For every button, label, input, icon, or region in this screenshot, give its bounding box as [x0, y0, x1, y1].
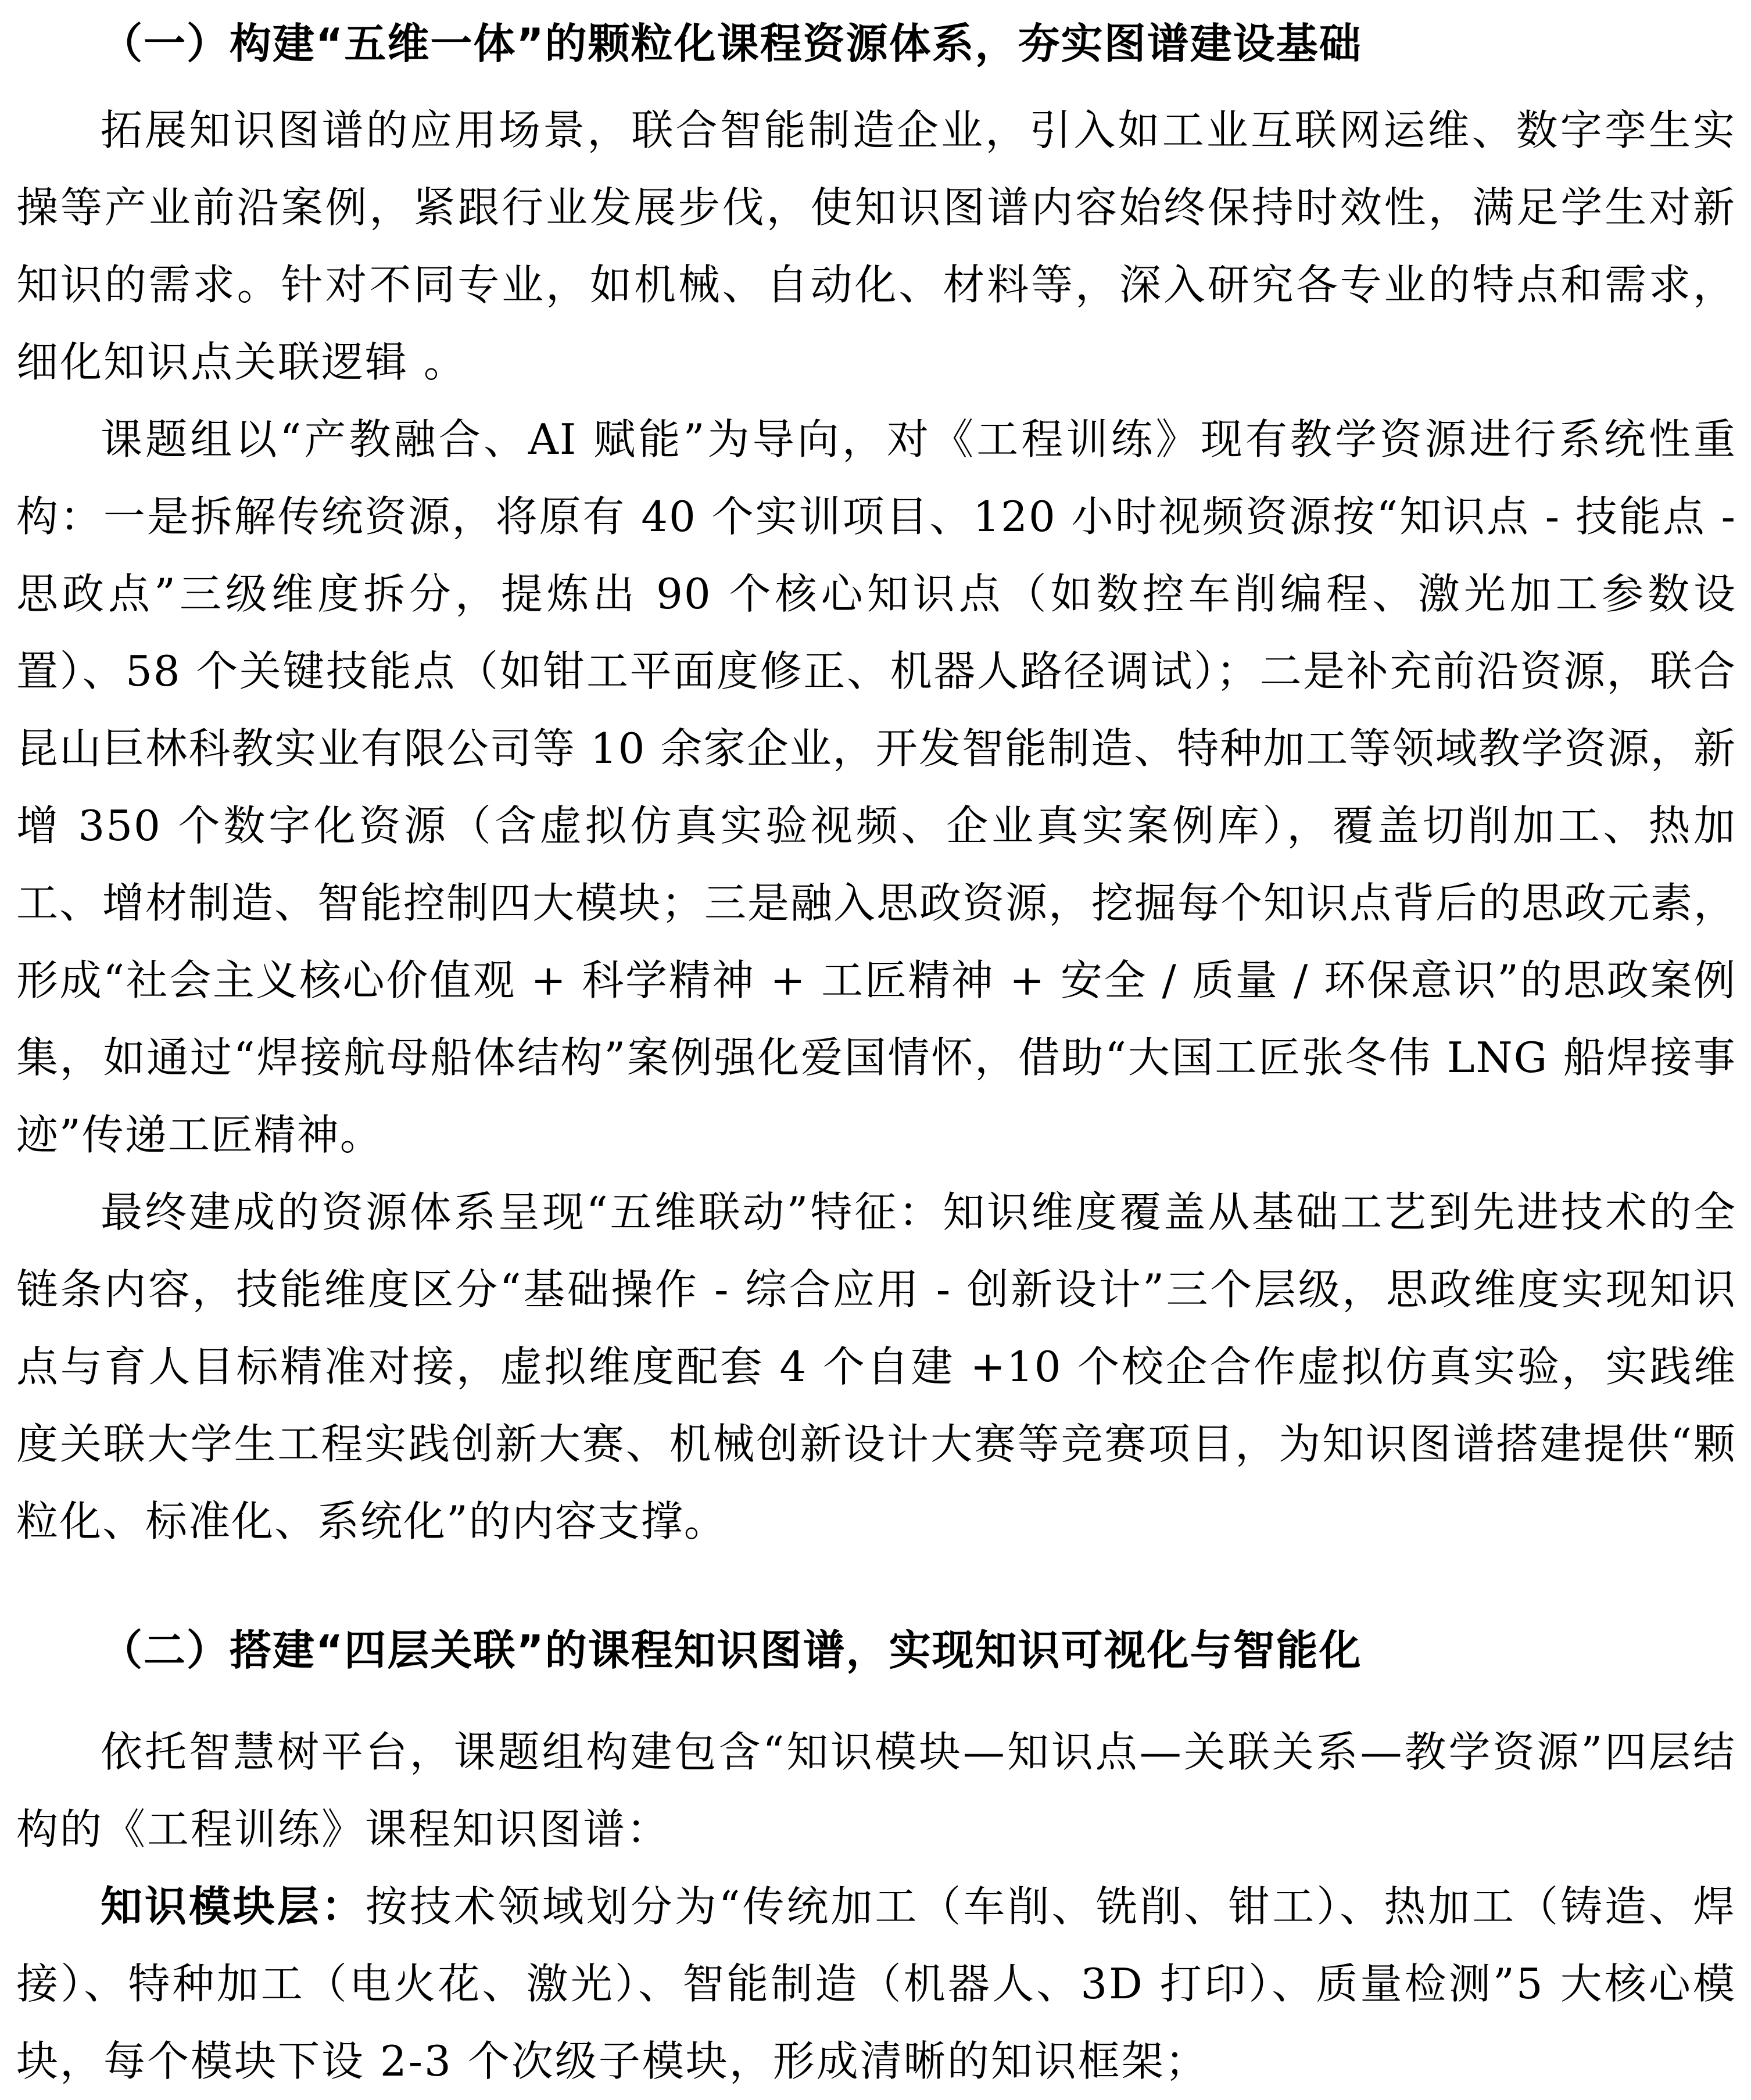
section-2-lead-text: 按技术领域划分为“传统加工（车削、铣削、钳工）、热加工（铸造、焊接）、特种加工（电火花、激光）、智能制造（机器人、3D 打印）、质量检测”5 大核心模块，每个模块下设 2-3 个次级子模块，形成清晰的知识框架；	[16, 1882, 1736, 2085]
section-2-lead-paragraph	[16, 1868, 1736, 2100]
section-1-heading: （一）构建“五维一体”的颗粒化课程资源体系，夯实图谱建设基础	[101, 19, 1362, 68]
document-page	[16, 0, 1736, 2100]
section-1-paragraph-2: 课题组以“产教融合、AI 赋能”为导向，对《工程训练》现有教学资源进行系统性重构：一是拆解传统资源，将原有 40 个实训项目、120 小时视频资源按“知识点 - 技能点 - 思政点”三级维度拆分，提炼出 90 个核心知识点（如数控车削编程、激光加工参数设置）、58 个关键技能点（如钳工平面度修正、机器人路径调试）；二是补充前沿资源，联合昆山巨林科教实业有限公司等 10 余家企业，开发智能制造、特种加工等领域教学资源，新增 350 个数字化资源（含虚拟仿真实验视频、企业真实案例库），覆盖切削加工、热加工、增材制造、智能控制四大模块；三是融入思政资源，挖掘每个知识点背后的思政元素，形成“社会主义核心价值观 + 科学精神 + 工匠精神 + 安全 / 质量 / 环保意识”的思政案例集，如通过“焊接航母船体结构”案例强化爱国情怀，借助“大国工匠张冬伟 LNG 船焊接事迹”传递工匠精神。	[16, 415, 1737, 1159]
section-1-paragraph-1: 拓展知识图谱的应用场景，联合智能制造企业，引入如工业互联网运维、数字孪生实操等产业前沿案例，紧跟行业发展步伐，使知识图谱内容始终保持时效性，满足学生对新知识的需求。针对不同专业，如机械、自动化、材料等，深入研究各专业的特点和需求，细化知识点关联逻辑 。	[16, 106, 1736, 386]
section-2-lead-label: 知识模块层：	[101, 1882, 366, 1931]
section-1-paragraph-3: 最终建成的资源体系呈现“五维联动”特征：知识维度覆盖从基础工艺到先进技术的全链条内容，技能维度区分“基础操作 - 综合应用 - 创新设计”三个层级，思政维度实现知识点与育人目标精准对接，虚拟维度配套 4 个自建 +10 个校企合作虚拟仿真实验，实践维度关联大学生工程实践创新大赛、机械创新设计大赛等竞赛项目，为知识图谱搭建提供“颗粒化、标准化、系统化”的内容支撑。	[16, 1188, 1736, 1546]
section-2-heading: （二）搭建“四层关联”的课程知识图谱，实现知识可视化与智能化	[101, 1626, 1362, 1675]
section-2-paragraph-1: 依托智慧树平台，课题组构建包含“知识模块—知识点—关联关系—教学资源”四层结构的《工程训练》课程知识图谱：	[16, 1728, 1736, 1854]
